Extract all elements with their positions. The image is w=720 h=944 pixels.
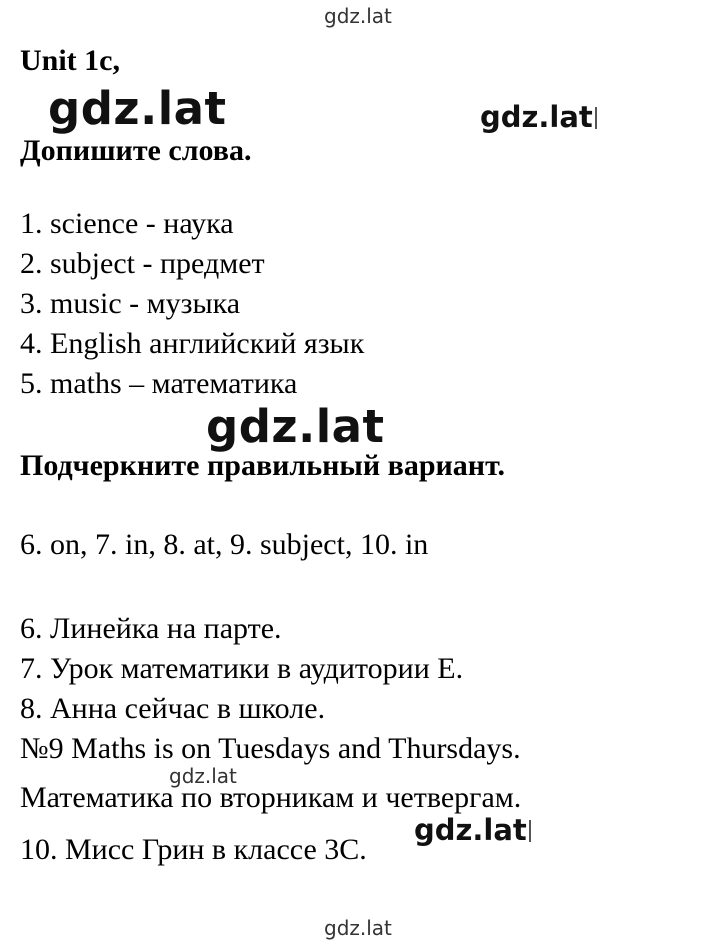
cursor-mark <box>595 107 597 129</box>
translation-line: 8. Анна сейчас в школе. <box>20 692 326 725</box>
section1-item: 5. maths – математика <box>20 367 298 400</box>
watermark-right-lower: gdz.lat <box>414 816 531 845</box>
section1-item: 4. English английский язык <box>20 327 365 360</box>
watermark-right-upper: gdz.lat <box>480 103 597 132</box>
section1-item: 2. subject - предмет <box>20 247 265 280</box>
translation-line: 6. Линейка на парте. <box>20 612 282 645</box>
section1-item: 3. music - музыка <box>20 287 241 320</box>
section1-item: 1. science - наука <box>20 207 234 240</box>
cursor-mark <box>529 820 531 842</box>
translation-line: 10. Мисс Грин в классе 3С. <box>20 833 367 866</box>
watermark-large-left: gdz.lat <box>48 82 227 135</box>
watermark-small-middle: gdz.lat <box>169 764 237 788</box>
translation-line: Математика по вторникам и четвергам. <box>20 781 522 814</box>
section1-heading: Допишите слова. <box>20 134 252 167</box>
section2-answers: 6. on, 7. in, 8. at, 9. subject, 10. in <box>20 528 429 561</box>
document-title: Unit 1c, <box>20 44 120 77</box>
watermark-top: gdz.lat <box>324 4 392 28</box>
translation-line: 7. Урок математики в аудитории Е. <box>20 652 464 685</box>
watermark-center: gdz.lat <box>206 400 385 453</box>
watermark-bottom: gdz.lat <box>324 916 392 940</box>
translation-line: №9 Maths is on Tuesdays and Thursdays. <box>20 732 521 765</box>
section2-heading: Подчеркните правильный вариант. <box>20 449 506 482</box>
